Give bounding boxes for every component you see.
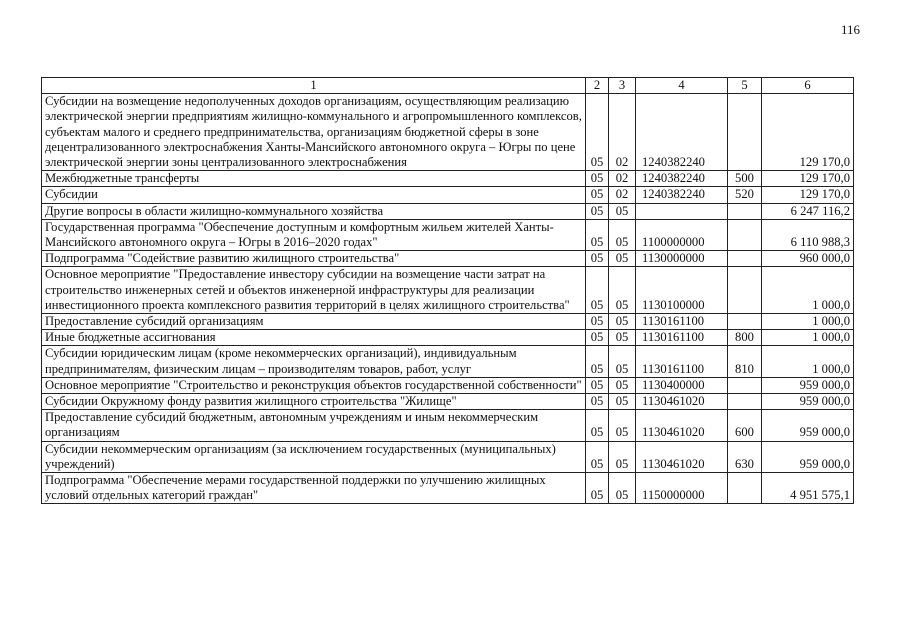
table-row	[42, 377, 854, 393]
row-subsection-code: 05	[609, 473, 636, 504]
header-col-2: 2	[586, 78, 609, 94]
row-section-code: 05	[586, 187, 609, 203]
row-target-article-code: 1130100000	[636, 267, 728, 314]
row-section-code: 05	[586, 410, 609, 441]
row-expense-type-code	[728, 267, 762, 314]
row-amount: 6 110 988,3	[762, 219, 854, 250]
row-section-code: 05	[586, 251, 609, 267]
row-subsection-code: 05	[609, 377, 636, 393]
row-subsection-code: 05	[609, 203, 636, 219]
table-row	[42, 187, 854, 203]
row-description: Субсидии Окружному фонду развития жилищного строительства "Жилище"	[42, 394, 586, 410]
row-amount: 959 000,0	[762, 394, 854, 410]
header-col-5: 5	[728, 78, 762, 94]
row-description: Субсидии	[42, 187, 586, 203]
row-description: Субсидии некоммерческим организациям (за исключением государственных (муниципальных) учреждений)	[42, 441, 586, 472]
table-row	[42, 94, 854, 171]
row-section-code: 05	[586, 346, 609, 377]
row-expense-type-code	[728, 203, 762, 219]
row-amount: 6 247 116,2	[762, 203, 854, 219]
row-subsection-code: 05	[609, 394, 636, 410]
row-subsection-code: 05	[609, 251, 636, 267]
row-expense-type-code: 810	[728, 346, 762, 377]
row-subsection-code: 02	[609, 94, 636, 171]
row-subsection-code: 05	[609, 314, 636, 330]
row-section-code: 05	[586, 171, 609, 187]
table-body	[42, 94, 854, 504]
row-expense-type-code	[728, 251, 762, 267]
row-amount: 1 000,0	[762, 346, 854, 377]
header-row	[42, 78, 854, 94]
row-target-article-code	[636, 203, 728, 219]
table-row	[42, 171, 854, 187]
row-section-code: 05	[586, 377, 609, 393]
row-expense-type-code	[728, 473, 762, 504]
row-subsection-code: 05	[609, 346, 636, 377]
row-expense-type-code	[728, 314, 762, 330]
row-amount: 960 000,0	[762, 251, 854, 267]
table-row	[42, 314, 854, 330]
row-description: Основное мероприятие "Строительство и реконструкция объектов государственной собственности"	[42, 377, 586, 393]
row-description: Основное мероприятие "Предоставление инвестору субсидии на возмещение части затрат на строительство инженерных сетей и объектов инженерной инфраструктуры для реализации инвестиционного проекта комплексного развития территорий в целях жилищного строительства"	[42, 267, 586, 314]
row-amount: 4 951 575,1	[762, 473, 854, 504]
row-section-code: 05	[586, 219, 609, 250]
row-expense-type-code	[728, 219, 762, 250]
row-description: Межбюджетные трансферты	[42, 171, 586, 187]
header-col-1: 1	[42, 78, 586, 94]
row-subsection-code: 05	[609, 330, 636, 346]
row-section-code: 05	[586, 203, 609, 219]
row-description: Иные бюджетные ассигнования	[42, 330, 586, 346]
row-amount: 129 170,0	[762, 171, 854, 187]
table-row	[42, 203, 854, 219]
row-expense-type-code: 600	[728, 410, 762, 441]
table-row	[42, 473, 854, 504]
row-amount: 1 000,0	[762, 267, 854, 314]
table-row	[42, 251, 854, 267]
row-target-article-code: 1130461020	[636, 441, 728, 472]
row-description: Субсидии юридическим лицам (кроме некоммерческих организаций), индивидуальным предпринимателям, физическим лицам – производителям товаров, работ, услуг	[42, 346, 586, 377]
row-description: Другие вопросы в области жилищно-коммунального хозяйства	[42, 203, 586, 219]
row-amount: 959 000,0	[762, 410, 854, 441]
row-section-code: 05	[586, 441, 609, 472]
row-amount: 959 000,0	[762, 441, 854, 472]
row-subsection-code: 05	[609, 267, 636, 314]
table-row	[42, 394, 854, 410]
row-expense-type-code: 520	[728, 187, 762, 203]
row-description: Субсидии на возмещение недополученных доходов организациям, осуществляющим реализацию электрической энергии предприятиям жилищно-коммунального и агропромышленного комплексов, субъектам малого и среднего предпринимательства, организациям бюджетной сферы в зоне децентрализованного электроснабжения Ханты-Мансийского автономного округа – Югры по цене электрической энергии зоны централизованного электроснабжения	[42, 94, 586, 171]
row-section-code: 05	[586, 314, 609, 330]
row-expense-type-code: 630	[728, 441, 762, 472]
header-col-6: 6	[762, 78, 854, 94]
row-target-article-code: 1240382240	[636, 94, 728, 171]
row-target-article-code: 1240382240	[636, 187, 728, 203]
row-expense-type-code: 800	[728, 330, 762, 346]
row-target-article-code: 1130161100	[636, 330, 728, 346]
table-row	[42, 441, 854, 472]
table-row	[42, 330, 854, 346]
row-expense-type-code	[728, 394, 762, 410]
table-row	[42, 267, 854, 314]
table-row	[42, 219, 854, 250]
budget-table	[41, 77, 854, 504]
header-col-3: 3	[609, 78, 636, 94]
row-subsection-code: 02	[609, 171, 636, 187]
row-amount: 1 000,0	[762, 314, 854, 330]
table-row	[42, 410, 854, 441]
row-target-article-code: 1130161100	[636, 346, 728, 377]
row-expense-type-code	[728, 94, 762, 171]
row-subsection-code: 05	[609, 410, 636, 441]
row-target-article-code: 1130461020	[636, 410, 728, 441]
row-amount: 129 170,0	[762, 94, 854, 171]
row-section-code: 05	[586, 330, 609, 346]
row-description: Подпрограмма "Содействие развитию жилищного строительства"	[42, 251, 586, 267]
row-section-code: 05	[586, 94, 609, 171]
row-target-article-code: 1130400000	[636, 377, 728, 393]
row-amount: 959 000,0	[762, 377, 854, 393]
row-expense-type-code	[728, 377, 762, 393]
row-description: Предоставление субсидий организациям	[42, 314, 586, 330]
row-subsection-code: 05	[609, 219, 636, 250]
row-target-article-code: 1150000000	[636, 473, 728, 504]
row-description: Предоставление субсидий бюджетным, автономным учреждениям и иным некоммерческим организациям	[42, 410, 586, 441]
row-subsection-code: 02	[609, 187, 636, 203]
row-target-article-code: 1130161100	[636, 314, 728, 330]
row-description: Подпрограмма "Обеспечение мерами государственной поддержки по улучшению жилищных условий отдельных категорий граждан"	[42, 473, 586, 504]
row-description: Государственная программа "Обеспечение доступным и комфортным жильем жителей Ханты-Мансийского автономного округа – Югры в 2016–2020 годах"	[42, 219, 586, 250]
row-subsection-code: 05	[609, 441, 636, 472]
row-target-article-code: 1100000000	[636, 219, 728, 250]
page-number: 116	[840, 22, 860, 37]
header-col-4: 4	[636, 78, 728, 94]
row-amount: 1 000,0	[762, 330, 854, 346]
row-section-code: 05	[586, 394, 609, 410]
row-target-article-code: 1130461020	[636, 394, 728, 410]
table-row	[42, 346, 854, 377]
row-target-article-code: 1240382240	[636, 171, 728, 187]
row-section-code: 05	[586, 267, 609, 314]
row-target-article-code: 1130000000	[636, 251, 728, 267]
row-amount: 129 170,0	[762, 187, 854, 203]
row-expense-type-code: 500	[728, 171, 762, 187]
row-section-code: 05	[586, 473, 609, 504]
